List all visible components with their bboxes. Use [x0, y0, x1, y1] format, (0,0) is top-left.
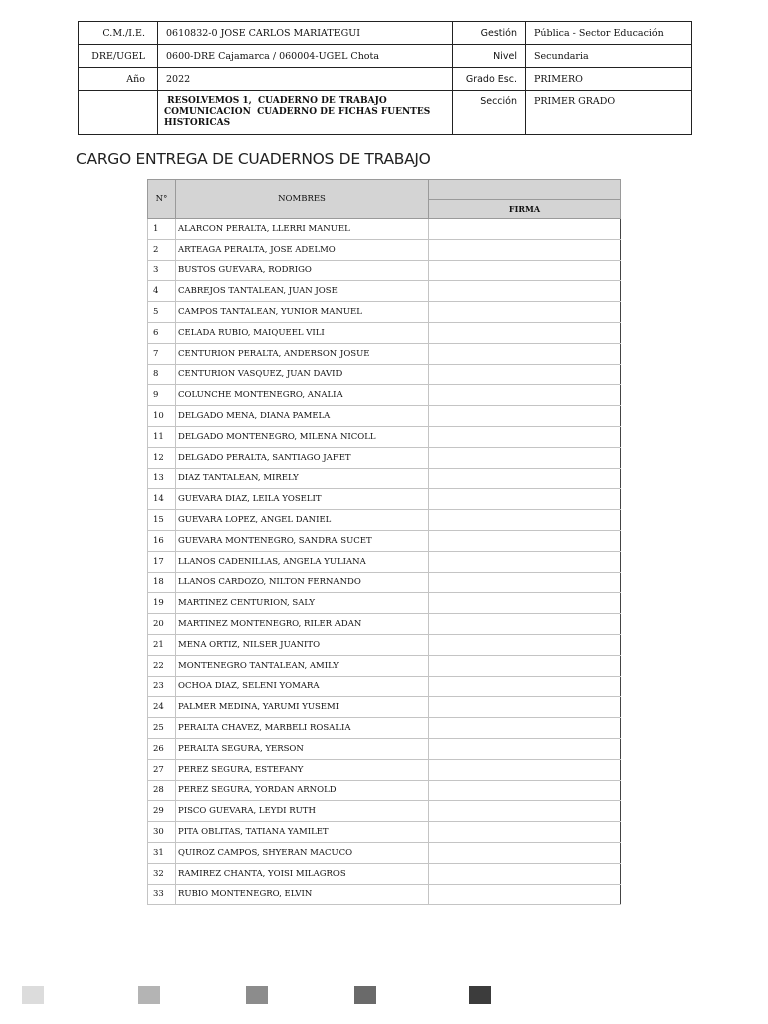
- dre-value: 0600-DRE Cajamarca / 060004-UGEL Chota: [158, 45, 453, 68]
- row-number: 4: [148, 281, 176, 302]
- row-number: 25: [148, 718, 176, 739]
- signature-cell[interactable]: [429, 343, 621, 364]
- signature-cell[interactable]: [429, 863, 621, 884]
- student-name: OCHOA DIAZ, SELENI YOMARA: [176, 676, 429, 697]
- table-row: [148, 884, 621, 905]
- signature-cell[interactable]: [429, 260, 621, 281]
- table-row: [148, 614, 621, 635]
- row-number: 6: [148, 322, 176, 343]
- row-number: 29: [148, 801, 176, 822]
- signature-cell[interactable]: [429, 281, 621, 302]
- gray-swatch: [138, 986, 160, 1004]
- header-names: NOMBRES: [176, 180, 429, 219]
- row-number: 1: [148, 219, 176, 240]
- row-number: 21: [148, 634, 176, 655]
- header-blank: [429, 180, 621, 200]
- row-number: 31: [148, 842, 176, 863]
- info-row-dre: [79, 45, 692, 68]
- student-name: DELGADO MONTENEGRO, MILENA NICOLL: [176, 426, 429, 447]
- table-row: [148, 530, 621, 551]
- row-number: 26: [148, 738, 176, 759]
- student-name: CAMPOS TANTALEAN, YUNIOR MANUEL: [176, 302, 429, 323]
- row-number: 13: [148, 468, 176, 489]
- header-number: N°: [148, 180, 176, 219]
- row-number: 30: [148, 822, 176, 843]
- signature-cell[interactable]: [429, 239, 621, 260]
- nivel-value: Secundaria: [526, 45, 692, 68]
- signature-cell[interactable]: [429, 447, 621, 468]
- row-number: 18: [148, 572, 176, 593]
- table-row: [148, 302, 621, 323]
- table-row: [148, 822, 621, 843]
- signature-cell[interactable]: [429, 572, 621, 593]
- row-number: 19: [148, 593, 176, 614]
- row-number: 27: [148, 759, 176, 780]
- row-number: 8: [148, 364, 176, 385]
- student-name: CENTURION PERALTA, ANDERSON JOSUE: [176, 343, 429, 364]
- row-number: 15: [148, 510, 176, 531]
- row-number: 28: [148, 780, 176, 801]
- signature-cell[interactable]: [429, 530, 621, 551]
- table-row: [148, 551, 621, 572]
- signature-cell[interactable]: [429, 842, 621, 863]
- student-name: MARTINEZ CENTURION, SALY: [176, 593, 429, 614]
- signature-cell[interactable]: [429, 593, 621, 614]
- row-number: 5: [148, 302, 176, 323]
- gray-swatch: [469, 986, 491, 1004]
- table-row: [148, 842, 621, 863]
- table-row: [148, 385, 621, 406]
- signature-cell[interactable]: [429, 822, 621, 843]
- signature-cell[interactable]: [429, 614, 621, 635]
- gray-swatch: [354, 986, 376, 1004]
- student-name: DIAZ TANTALEAN, MIRELY: [176, 468, 429, 489]
- roster-table: [147, 179, 621, 905]
- topic-line-2: COMUNICACION CUADERNO DE FICHAS FUENTES: [164, 107, 431, 117]
- roster-header-row-1: [148, 180, 621, 200]
- table-row: [148, 655, 621, 676]
- row-number: 22: [148, 655, 176, 676]
- table-row: [148, 718, 621, 739]
- seccion-label: Sección: [453, 91, 526, 135]
- signature-cell[interactable]: [429, 364, 621, 385]
- signature-cell[interactable]: [429, 655, 621, 676]
- table-row: [148, 697, 621, 718]
- info-row-topic: [79, 91, 692, 135]
- row-number: 23: [148, 676, 176, 697]
- row-number: 32: [148, 863, 176, 884]
- row-number: 24: [148, 697, 176, 718]
- school-info-table: [78, 21, 692, 135]
- page-title: CARGO ENTREGA DE CUADERNOS DE TRABAJO: [76, 150, 431, 168]
- table-row: [148, 510, 621, 531]
- student-name: MONTENEGRO TANTALEAN, AMILY: [176, 655, 429, 676]
- row-number: 11: [148, 426, 176, 447]
- row-number: 7: [148, 343, 176, 364]
- row-number: 3: [148, 260, 176, 281]
- row-number: 9: [148, 385, 176, 406]
- table-row: [148, 863, 621, 884]
- student-name: GUEVARA MONTENEGRO, SANDRA SUCET: [176, 530, 429, 551]
- table-row: [148, 738, 621, 759]
- row-number: 14: [148, 489, 176, 510]
- signature-cell[interactable]: [429, 219, 621, 240]
- table-row: [148, 406, 621, 427]
- table-row: [148, 322, 621, 343]
- student-name: DELGADO MENA, DIANA PAMELA: [176, 406, 429, 427]
- gestion-value: Pública - Sector Educación: [526, 22, 692, 45]
- signature-cell[interactable]: [429, 759, 621, 780]
- student-name: GUEVARA DIAZ, LEILA YOSELIT: [176, 489, 429, 510]
- table-row: [148, 759, 621, 780]
- row-number: 2: [148, 239, 176, 260]
- student-name: COLUNCHE MONTENEGRO, ANALIA: [176, 385, 429, 406]
- signature-cell[interactable]: [429, 780, 621, 801]
- table-row: [148, 780, 621, 801]
- table-row: [148, 801, 621, 822]
- table-row: [148, 676, 621, 697]
- topic-cell: [158, 91, 453, 135]
- row-number: 20: [148, 614, 176, 635]
- signature-cell[interactable]: [429, 406, 621, 427]
- signature-cell[interactable]: [429, 718, 621, 739]
- student-name: CABREJOS TANTALEAN, JUAN JOSE: [176, 281, 429, 302]
- student-name: DELGADO PERALTA, SANTIAGO JAFET: [176, 447, 429, 468]
- student-name: PERALTA CHAVEZ, MARBELI ROSALIA: [176, 718, 429, 739]
- student-name: GUEVARA LOPEZ, ANGEL DANIEL: [176, 510, 429, 531]
- signature-cell[interactable]: [429, 489, 621, 510]
- signature-cell[interactable]: [429, 697, 621, 718]
- student-name: ARTEAGA PERALTA, JOSE ADELMO: [176, 239, 429, 260]
- header-firma: FIRMA: [429, 200, 621, 219]
- table-row: [148, 239, 621, 260]
- signature-cell[interactable]: [429, 551, 621, 572]
- student-name: PEREZ SEGURA, YORDAN ARNOLD: [176, 780, 429, 801]
- table-row: [148, 219, 621, 240]
- signature-cell[interactable]: [429, 738, 621, 759]
- topic-line-1: RESOLVEMOS 1, CUADERNO DE TRABAJO: [164, 96, 387, 106]
- topic-line-3: HISTORICAS: [164, 118, 231, 128]
- table-row: [148, 593, 621, 614]
- table-row: [148, 260, 621, 281]
- table-row: [148, 426, 621, 447]
- signature-cell[interactable]: [429, 302, 621, 323]
- cmie-value: 0610832-0 JOSE CARLOS MARIATEGUI: [158, 22, 453, 45]
- signature-cell[interactable]: [429, 510, 621, 531]
- topic-empty-cell: [79, 91, 158, 135]
- anio-label: Año: [79, 68, 158, 91]
- student-name: PISCO GUEVARA, LEYDI RUTH: [176, 801, 429, 822]
- signature-cell[interactable]: [429, 634, 621, 655]
- row-number: 16: [148, 530, 176, 551]
- anio-value: 2022: [158, 68, 453, 91]
- student-name: CELADA RUBIO, MAIQUEEL VILI: [176, 322, 429, 343]
- student-name: LLANOS CARDOZO, NILTON FERNANDO: [176, 572, 429, 593]
- signature-cell[interactable]: [429, 884, 621, 905]
- table-row: [148, 489, 621, 510]
- signature-cell[interactable]: [429, 801, 621, 822]
- row-number: 33: [148, 884, 176, 905]
- info-row-anio: [79, 68, 692, 91]
- signature-cell[interactable]: [429, 385, 621, 406]
- table-row: [148, 281, 621, 302]
- student-name: BUSTOS GUEVARA, RODRIGO: [176, 260, 429, 281]
- table-row: [148, 447, 621, 468]
- signature-cell[interactable]: [429, 322, 621, 343]
- table-row: [148, 572, 621, 593]
- grado-label: Grado Esc.: [453, 68, 526, 91]
- signature-cell[interactable]: [429, 426, 621, 447]
- table-row: [148, 634, 621, 655]
- signature-cell[interactable]: [429, 676, 621, 697]
- table-row: [148, 468, 621, 489]
- gestion-label: Gestión: [453, 22, 526, 45]
- cmie-label: C.M./I.E.: [79, 22, 158, 45]
- student-name: LLANOS CADENILLAS, ANGELA YULIANA: [176, 551, 429, 572]
- signature-cell[interactable]: [429, 468, 621, 489]
- seccion-value: PRIMER GRADO: [526, 91, 692, 135]
- grado-value: PRIMERO: [526, 68, 692, 91]
- table-row: [148, 364, 621, 385]
- student-name: PITA OBLITAS, TATIANA YAMILET: [176, 822, 429, 843]
- student-name: RAMIREZ CHANTA, YOISI MILAGROS: [176, 863, 429, 884]
- student-name: PEREZ SEGURA, ESTEFANY: [176, 759, 429, 780]
- row-number: 10: [148, 406, 176, 427]
- student-name: PERALTA SEGURA, YERSON: [176, 738, 429, 759]
- student-name: MENA ORTIZ, NILSER JUANITO: [176, 634, 429, 655]
- row-number: 17: [148, 551, 176, 572]
- info-row-cmie: [79, 22, 692, 45]
- student-name: MARTINEZ MONTENEGRO, RILER ADAN: [176, 614, 429, 635]
- student-name: QUIROZ CAMPOS, SHYERAN MACUCO: [176, 842, 429, 863]
- gray-swatch: [246, 986, 268, 1004]
- student-name: PALMER MEDINA, YARUMI YUSEMI: [176, 697, 429, 718]
- student-name: ALARCON PERALTA, LLERRI MANUEL: [176, 219, 429, 240]
- table-row: [148, 343, 621, 364]
- student-name: CENTURION VASQUEZ, JUAN DAVID: [176, 364, 429, 385]
- nivel-label: Nivel: [453, 45, 526, 68]
- student-name: RUBIO MONTENEGRO, ELVIN: [176, 884, 429, 905]
- roster-body: [148, 219, 621, 905]
- dre-label: DRE/UGEL: [79, 45, 158, 68]
- gray-swatch: [22, 986, 44, 1004]
- row-number: 12: [148, 447, 176, 468]
